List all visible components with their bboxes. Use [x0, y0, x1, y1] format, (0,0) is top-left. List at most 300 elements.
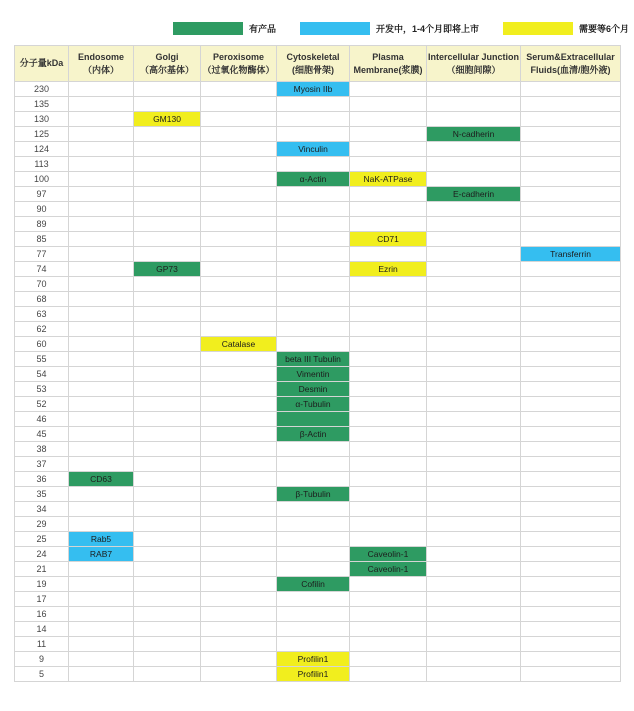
protein-cell: [427, 547, 521, 562]
protein-cell: [350, 457, 427, 472]
protein-cell: [201, 517, 277, 532]
protein-cell: [69, 82, 134, 97]
protein-cell: [521, 127, 621, 142]
molecular-weight-cell: 70: [15, 277, 69, 292]
protein-cell: [521, 202, 621, 217]
protein-label: Desmin: [277, 382, 350, 397]
molecular-weight-cell: 77: [15, 247, 69, 262]
protein-cell: [427, 247, 521, 262]
molecular-weight-cell: 100: [15, 172, 69, 187]
legend: [0, 22, 629, 35]
protein-cell: [201, 187, 277, 202]
protein-cell: [521, 472, 621, 487]
table-row: [15, 262, 621, 277]
protein-cell: [277, 157, 350, 172]
protein-label: GM130: [134, 112, 201, 127]
protein-cell: [350, 367, 427, 382]
column-header: Serum&Extracellular Fluids(血清/胞外液): [521, 46, 621, 82]
protein-cell: [350, 277, 427, 292]
table-row: [15, 382, 621, 397]
protein-cell: [521, 622, 621, 637]
column-header: Intercellular Junction （细胞间隙）: [427, 46, 521, 82]
table-row: [15, 457, 621, 472]
protein-cell: [350, 202, 427, 217]
protein-cell: [427, 427, 521, 442]
protein-label: Ezrin: [350, 262, 427, 277]
legend-swatch-yellow: [503, 22, 573, 35]
protein-cell: [134, 487, 201, 502]
table-row: [15, 547, 621, 562]
table-row: [15, 592, 621, 607]
molecular-weight-cell: 130: [15, 112, 69, 127]
protein-cell: [521, 82, 621, 97]
protein-label: beta III Tubulin: [277, 352, 350, 367]
protein-cell: [427, 112, 521, 127]
molecular-weight-cell: 90: [15, 202, 69, 217]
protein-cell: [521, 412, 621, 427]
protein-cell: [427, 397, 521, 412]
protein-cell: [350, 592, 427, 607]
protein-cell: [69, 262, 134, 277]
protein-cell: [201, 352, 277, 367]
protein-cell: [69, 277, 134, 292]
protein-cell: [521, 307, 621, 322]
protein-cell: [521, 592, 621, 607]
table-row: [15, 667, 621, 682]
protein-cell: [521, 337, 621, 352]
protein-cell: [521, 352, 621, 367]
protein-table: [14, 45, 621, 682]
table-row: [15, 292, 621, 307]
protein-cell: [201, 367, 277, 382]
protein-label: β-Tubulin: [277, 487, 350, 502]
molecular-weight-cell: 52: [15, 397, 69, 412]
protein-cell: [201, 487, 277, 502]
protein-cell: [69, 97, 134, 112]
protein-label: Profilin1: [277, 667, 350, 682]
column-header: Peroxisome （过氧化物酶体）: [201, 46, 277, 82]
protein-cell: [134, 517, 201, 532]
table-row: [15, 202, 621, 217]
molecular-weight-cell: 62: [15, 322, 69, 337]
protein-cell: [201, 142, 277, 157]
protein-cell: [201, 157, 277, 172]
protein-cell: [521, 457, 621, 472]
legend-item: [503, 22, 629, 35]
protein-cell: [134, 322, 201, 337]
table-row: [15, 397, 621, 412]
protein-cell: [350, 292, 427, 307]
protein-cell: [521, 427, 621, 442]
protein-label: Vimentin: [277, 367, 350, 382]
protein-cell: [277, 517, 350, 532]
protein-cell: [201, 397, 277, 412]
table-row: [15, 607, 621, 622]
protein-cell: [69, 502, 134, 517]
protein-cell: [69, 337, 134, 352]
protein-cell: [521, 487, 621, 502]
protein-cell: [134, 577, 201, 592]
molecular-weight-cell: 17: [15, 592, 69, 607]
protein-cell: [201, 112, 277, 127]
molecular-weight-cell: 89: [15, 217, 69, 232]
protein-cell: [427, 307, 521, 322]
protein-cell: [277, 442, 350, 457]
protein-cell: [134, 457, 201, 472]
legend-swatch-green: [173, 22, 243, 35]
protein-cell: [201, 322, 277, 337]
protein-cell: [134, 307, 201, 322]
protein-cell: [134, 592, 201, 607]
protein-label: α-Tubulin: [277, 397, 350, 412]
protein-cell: [350, 352, 427, 367]
protein-cell: [427, 442, 521, 457]
protein-cell: [521, 142, 621, 157]
protein-cell: [201, 307, 277, 322]
protein-cell: [277, 622, 350, 637]
protein-cell: [427, 172, 521, 187]
protein-cell: [427, 622, 521, 637]
table-row: [15, 82, 621, 97]
protein-cell: [277, 637, 350, 652]
protein-cell: [521, 517, 621, 532]
protein-cell: [427, 517, 521, 532]
protein-cell: [277, 292, 350, 307]
protein-cell: [201, 262, 277, 277]
protein-cell: [277, 607, 350, 622]
molecular-weight-cell: 124: [15, 142, 69, 157]
protein-cell: [201, 82, 277, 97]
protein-cell: [134, 82, 201, 97]
protein-cell: [69, 172, 134, 187]
protein-cell: [277, 547, 350, 562]
protein-cell: [277, 112, 350, 127]
protein-cell: [350, 187, 427, 202]
protein-cell: [134, 547, 201, 562]
protein-cell: [521, 112, 621, 127]
protein-label: GP73: [134, 262, 201, 277]
protein-cell: [134, 427, 201, 442]
protein-cell: [521, 607, 621, 622]
molecular-weight-cell: 230: [15, 82, 69, 97]
protein-cell: [69, 487, 134, 502]
table-row: [15, 97, 621, 112]
protein-label: E-cadherin: [427, 187, 521, 202]
protein-cell: [69, 652, 134, 667]
molecular-weight-cell: 14: [15, 622, 69, 637]
protein-cell: [350, 472, 427, 487]
table-row: [15, 352, 621, 367]
protein-cell: [350, 622, 427, 637]
protein-cell: [69, 187, 134, 202]
protein-cell: [201, 217, 277, 232]
protein-cell: [521, 562, 621, 577]
protein-cell: [427, 142, 521, 157]
table-row: [15, 367, 621, 382]
molecular-weight-cell: 85: [15, 232, 69, 247]
protein-cell: [201, 442, 277, 457]
protein-label: Transferrin: [521, 247, 621, 262]
table-row: [15, 112, 621, 127]
protein-cell: [69, 247, 134, 262]
protein-cell: [277, 247, 350, 262]
molecular-weight-cell: 113: [15, 157, 69, 172]
protein-cell: [134, 157, 201, 172]
protein-cell: [427, 577, 521, 592]
protein-cell: [521, 547, 621, 562]
protein-cell: [69, 202, 134, 217]
protein-cell: [350, 577, 427, 592]
table-row: [15, 412, 621, 427]
protein-cell: [521, 667, 621, 682]
molecular-weight-cell: 34: [15, 502, 69, 517]
protein-cell: [69, 457, 134, 472]
protein-cell: [69, 232, 134, 247]
protein-cell: [350, 217, 427, 232]
protein-cell: [427, 82, 521, 97]
table-body: [15, 82, 621, 682]
protein-cell: [277, 592, 350, 607]
protein-cell: [427, 487, 521, 502]
protein-cell: [277, 502, 350, 517]
protein-cell: [69, 622, 134, 637]
protein-cell: [201, 127, 277, 142]
molecular-weight-cell: 25: [15, 532, 69, 547]
protein-label: CD71: [350, 232, 427, 247]
protein-cell: [277, 262, 350, 277]
protein-cell: [201, 292, 277, 307]
protein-cell: [277, 187, 350, 202]
table-row: [15, 187, 621, 202]
protein-cell: [69, 427, 134, 442]
protein-label: RAB7: [69, 547, 134, 562]
protein-cell: [201, 502, 277, 517]
protein-cell: [69, 517, 134, 532]
protein-cell: [350, 322, 427, 337]
protein-cell: [350, 382, 427, 397]
protein-cell: [134, 172, 201, 187]
protein-cell: [69, 397, 134, 412]
protein-label: α-Actin: [277, 172, 350, 187]
protein-cell: [350, 487, 427, 502]
protein-label: Caveolin-1: [350, 562, 427, 577]
protein-label: Vinculin: [277, 142, 350, 157]
protein-cell: [69, 142, 134, 157]
table-row: [15, 127, 621, 142]
legend-label: 有产品: [248, 24, 276, 34]
protein-cell: [201, 412, 277, 427]
protein-label: β-Actin: [277, 427, 350, 442]
protein-cell: [427, 457, 521, 472]
table-row: [15, 637, 621, 652]
table-row: [15, 502, 621, 517]
protein-cell: [521, 577, 621, 592]
protein-cell: [69, 667, 134, 682]
protein-cell: [69, 367, 134, 382]
protein-cell: [69, 412, 134, 427]
protein-cell: [69, 127, 134, 142]
protein-label: Cofilin: [277, 577, 350, 592]
protein-cell: [201, 232, 277, 247]
protein-cell: [350, 142, 427, 157]
protein-cell: [134, 127, 201, 142]
protein-cell: [134, 187, 201, 202]
protein-cell: [201, 247, 277, 262]
legend-item: [173, 22, 276, 35]
protein-cell: [521, 277, 621, 292]
protein-cell: [134, 367, 201, 382]
protein-cell: [277, 337, 350, 352]
table-row: [15, 157, 621, 172]
protein-cell: [69, 352, 134, 367]
protein-cell: [350, 307, 427, 322]
molecular-weight-cell: 5: [15, 667, 69, 682]
protein-cell: [201, 622, 277, 637]
protein-cell: [350, 397, 427, 412]
protein-cell: [201, 607, 277, 622]
protein-cell: [69, 577, 134, 592]
protein-cell: [521, 322, 621, 337]
protein-cell: [427, 637, 521, 652]
protein-cell: [427, 652, 521, 667]
protein-label: Profilin1: [277, 652, 350, 667]
molecular-weight-cell: 16: [15, 607, 69, 622]
protein-label: [277, 412, 350, 427]
protein-cell: [277, 232, 350, 247]
molecular-weight-cell: 135: [15, 97, 69, 112]
table-row: [15, 322, 621, 337]
table-row: [15, 217, 621, 232]
protein-cell: [521, 442, 621, 457]
protein-cell: [427, 607, 521, 622]
protein-cell: [277, 307, 350, 322]
table-row: [15, 487, 621, 502]
protein-cell: [134, 382, 201, 397]
molecular-weight-cell: 35: [15, 487, 69, 502]
molecular-weight-cell: 9: [15, 652, 69, 667]
protein-cell: [350, 637, 427, 652]
protein-cell: [134, 607, 201, 622]
protein-cell: [134, 217, 201, 232]
protein-cell: [134, 202, 201, 217]
protein-cell: [277, 97, 350, 112]
protein-cell: [201, 382, 277, 397]
protein-cell: [427, 277, 521, 292]
protein-cell: [134, 622, 201, 637]
table-row: [15, 277, 621, 292]
table-row: [15, 532, 621, 547]
molecular-weight-cell: 68: [15, 292, 69, 307]
protein-cell: [350, 82, 427, 97]
legend-item: [300, 22, 479, 35]
table-row: [15, 337, 621, 352]
molecular-weight-cell: 63: [15, 307, 69, 322]
protein-cell: [201, 637, 277, 652]
protein-cell: [69, 322, 134, 337]
protein-cell: [350, 337, 427, 352]
protein-cell: [134, 652, 201, 667]
protein-cell: [427, 502, 521, 517]
protein-cell: [134, 532, 201, 547]
molecular-weight-cell: 97: [15, 187, 69, 202]
protein-cell: [134, 412, 201, 427]
protein-cell: [277, 457, 350, 472]
table-row: [15, 442, 621, 457]
molecular-weight-cell: 24: [15, 547, 69, 562]
protein-cell: [427, 562, 521, 577]
protein-cell: [427, 217, 521, 232]
protein-cell: [427, 667, 521, 682]
protein-label: Catalase: [201, 337, 277, 352]
molecular-weight-cell: 29: [15, 517, 69, 532]
molecular-weight-cell: 74: [15, 262, 69, 277]
protein-cell: [521, 187, 621, 202]
protein-cell: [350, 127, 427, 142]
protein-cell: [350, 427, 427, 442]
protein-cell: [350, 607, 427, 622]
protein-cell: [427, 592, 521, 607]
molecular-weight-cell: 37: [15, 457, 69, 472]
protein-label: CD63: [69, 472, 134, 487]
protein-cell: [427, 232, 521, 247]
protein-cell: [521, 532, 621, 547]
protein-cell: [201, 652, 277, 667]
table-row: [15, 232, 621, 247]
protein-cell: [134, 232, 201, 247]
protein-label: Caveolin-1: [350, 547, 427, 562]
protein-cell: [134, 97, 201, 112]
table-row: [15, 142, 621, 157]
protein-cell: [69, 307, 134, 322]
protein-cell: [134, 397, 201, 412]
legend-label: 需要等6个月: [578, 24, 629, 34]
protein-cell: [427, 412, 521, 427]
protein-cell: [201, 592, 277, 607]
protein-cell: [69, 382, 134, 397]
protein-cell: [427, 352, 521, 367]
protein-cell: [427, 262, 521, 277]
molecular-weight-cell: 55: [15, 352, 69, 367]
protein-cell: [427, 367, 521, 382]
protein-cell: [521, 232, 621, 247]
protein-cell: [277, 322, 350, 337]
protein-cell: [350, 502, 427, 517]
protein-cell: [277, 532, 350, 547]
protein-cell: [69, 637, 134, 652]
table-row: [15, 172, 621, 187]
molecular-weight-cell: 45: [15, 427, 69, 442]
protein-label: Myosin IIb: [277, 82, 350, 97]
table-row: [15, 622, 621, 637]
table-row: [15, 307, 621, 322]
protein-cell: [69, 217, 134, 232]
protein-cell: [427, 157, 521, 172]
protein-cell: [201, 577, 277, 592]
protein-cell: [521, 367, 621, 382]
protein-cell: [134, 142, 201, 157]
protein-label: NaK-ATPase: [350, 172, 427, 187]
protein-cell: [134, 337, 201, 352]
legend-label: 开发中，1-4个月即将上市: [375, 24, 479, 34]
protein-cell: [521, 97, 621, 112]
protein-cell: [350, 442, 427, 457]
column-header: Plasma Membrane(浆膜): [350, 46, 427, 82]
column-header: Cytoskeletal (细胞骨架): [277, 46, 350, 82]
protein-cell: [521, 172, 621, 187]
protein-cell: [69, 112, 134, 127]
molecular-weight-cell: 38: [15, 442, 69, 457]
protein-cell: [69, 442, 134, 457]
